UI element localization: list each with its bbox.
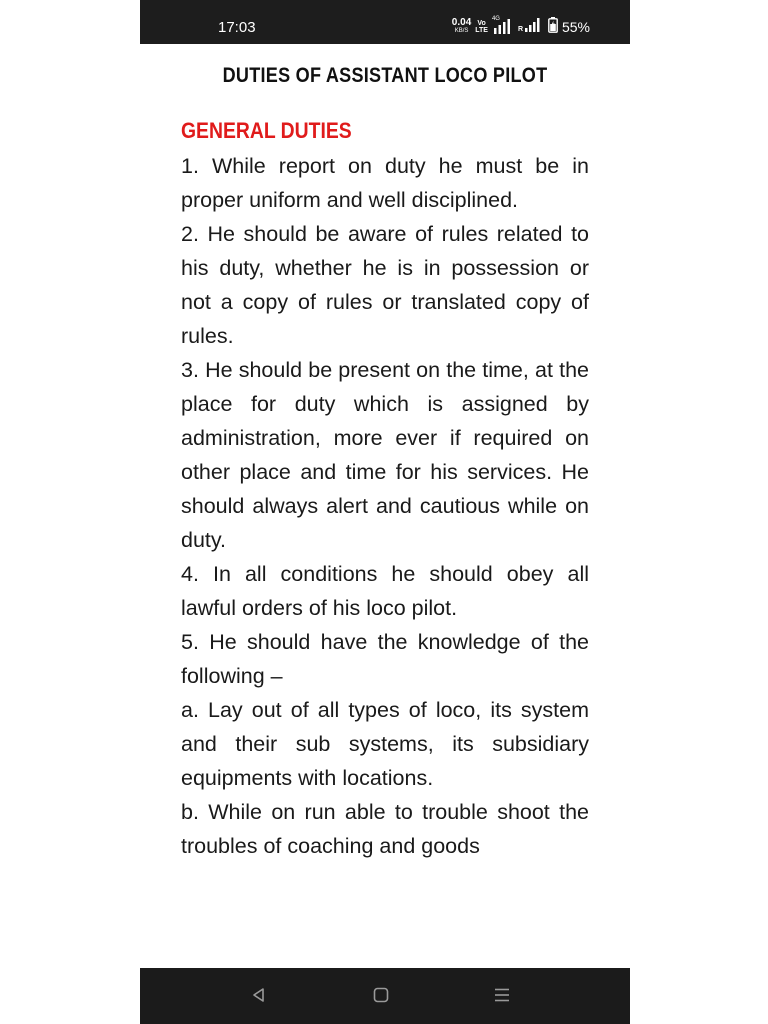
- duty-paragraph: 5. He should have the knowledge of the following –: [181, 630, 589, 688]
- status-bar: [140, 0, 630, 44]
- duty-subitem: b. While on run able to trouble shoot the troubles of coaching and goods: [181, 800, 589, 858]
- section-heading: GENERAL DUTIES: [181, 118, 352, 143]
- duties-list: [181, 149, 589, 863]
- back-triangle-icon[interactable]: [250, 986, 268, 1008]
- network-speed-value: 0.04: [451, 17, 472, 28]
- battery-percent: 55%: [561, 19, 590, 35]
- volte-indicator: [475, 20, 488, 34]
- status-time: 17:03: [218, 19, 256, 36]
- duty-paragraph: 2. He should be aware of rules related to his duty, whether he is in possession or not a copy of rules or translated copy of rules.: [181, 222, 589, 348]
- phone-screen: [140, 0, 630, 1024]
- volte-top-label: Vo: [477, 20, 486, 27]
- recents-menu-icon[interactable]: [493, 986, 511, 1008]
- page-title: DUTIES OF ASSISTANT LOCO PILOT: [222, 64, 548, 87]
- signal-roaming-icon: [518, 17, 544, 37]
- battery-icon: [548, 17, 558, 37]
- duty-subitem: a. Lay out of all types of loco, its system and their sub systems, its subsidiary equipments with locations.: [181, 698, 589, 790]
- network-speed-unit: KB/S: [454, 28, 469, 34]
- signal-4g-icon: [491, 16, 514, 35]
- duty-paragraph: 4. In all conditions he should obey all lawful orders of his loco pilot.: [181, 562, 589, 620]
- duty-paragraph: 3. He should be present on the time, at the place for duty which is assigned by administration, more ever if required on other place and time for his services. He should always alert and cautious while on duty.: [181, 358, 589, 552]
- network-speed: [452, 19, 471, 35]
- volte-bottom-label: LTE: [475, 27, 488, 34]
- home-square-icon[interactable]: [372, 986, 390, 1008]
- document-page: [140, 44, 630, 968]
- network-type-label: 4G: [491, 16, 500, 22]
- navigation-bar: [140, 968, 630, 1024]
- status-icons: [452, 17, 590, 37]
- duty-paragraph: 1. While report on duty he must be in proper uniform and well disciplined.: [181, 154, 589, 212]
- svg-text:R: R: [517, 26, 524, 33]
